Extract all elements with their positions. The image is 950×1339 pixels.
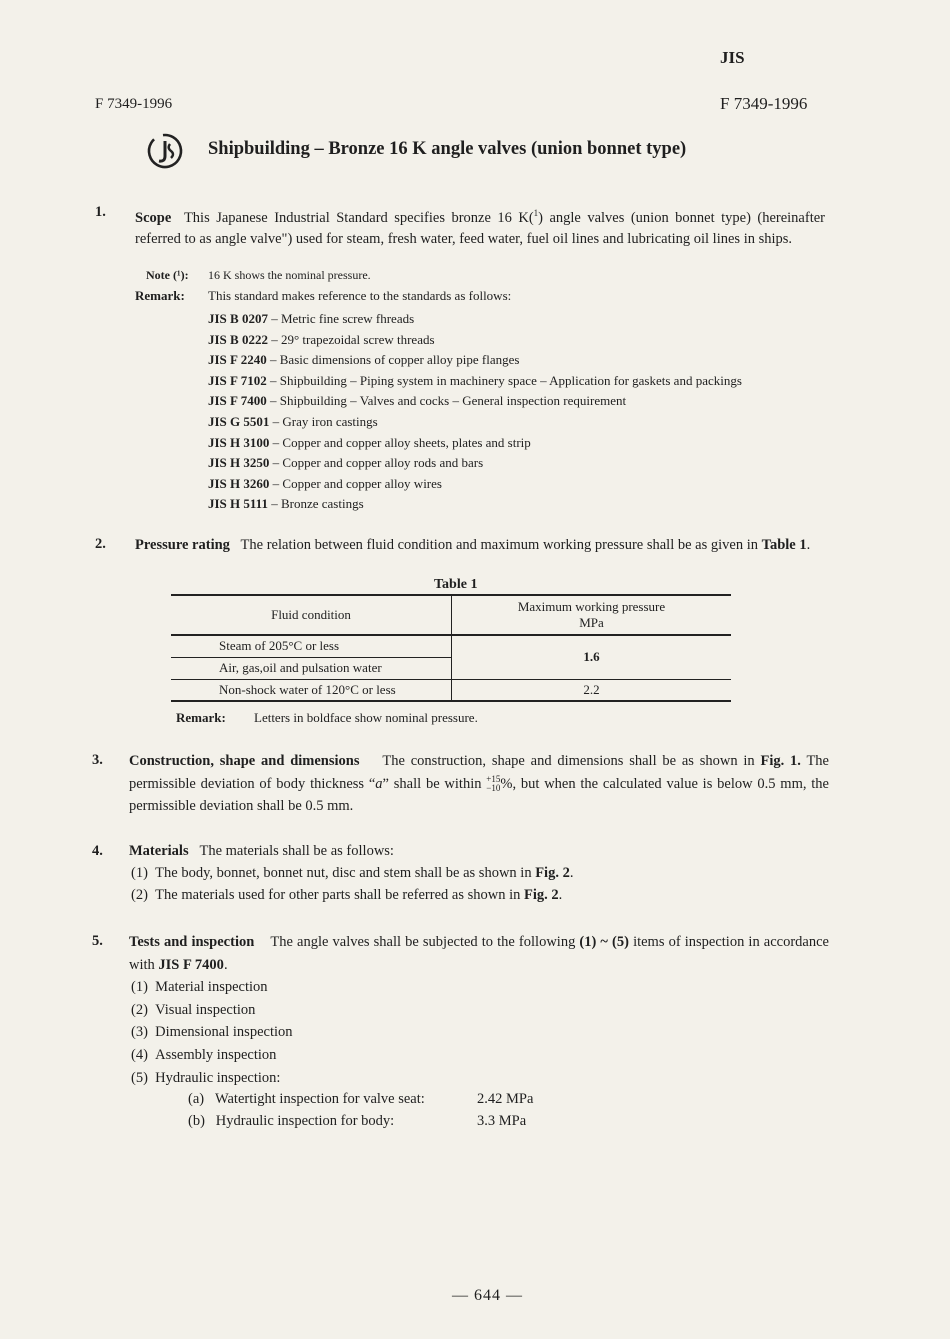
list-item: JIS H 3260 – Copper and copper alloy wires	[208, 475, 442, 491]
construction-paragraph: Construction, shape and dimensions The construction, shape and dimensions shall be as shown in Fig. 1. The permissible deviation of body thickness “a” shall be within +15 −10%, but when the calculated value is below 0.5 mm, the permissible deviation shall be 0.5 mm.	[129, 753, 829, 814]
table-row: Non-shock water of 120°C or less 2.2	[171, 679, 731, 701]
remark-text: This standard makes reference to the standards as follows:	[208, 288, 512, 303]
table-remark-label: Remark:	[176, 710, 226, 725]
list-item: (2) Visual inspection	[131, 1001, 256, 1018]
jis-logo-icon	[146, 132, 184, 170]
scope-paragraph	[135, 203, 825, 250]
table-row: Air, gas,oil and pulsation water	[171, 657, 731, 679]
section-5-number: 5.	[92, 933, 103, 949]
reference-list	[208, 309, 742, 515]
scope-text-b: ) angle valves (union bonnet type) (hereinafter referred to as angle valve") used for steam, fresh water, feed water, fuel oil lines and lubricating oil lines in ships.	[135, 209, 825, 247]
table-title: Table 1	[434, 577, 478, 592]
pressure-paragraph: Pressure rating The relation between fluid condition and maximum working pressure shall be as given in Table 1.	[135, 537, 811, 553]
pressure-table	[171, 594, 731, 702]
section-2-number: 2.	[95, 536, 106, 552]
remark-label: Remark:	[135, 288, 185, 303]
tests-paragraph: Tests and inspection The angle valves shall be subjected to the following (1) ~ (5) items of inspection in accordance with JIS F 7400.	[129, 934, 829, 973]
list-item: (4) Assembly inspection	[131, 1047, 277, 1064]
note-label: Note (¹):	[146, 268, 189, 282]
list-item: (5) Hydraulic inspection:	[131, 1069, 281, 1086]
sub-item-b: (b) Hydraulic inspection for body:	[188, 1113, 395, 1129]
section-3-number: 3.	[92, 752, 103, 768]
right-code: F 7349-1996	[720, 94, 808, 113]
list-item: JIS H 3100 – Copper and copper alloy sheets, plates and strip	[208, 434, 531, 450]
table-remark-text: Letters in boldface show nominal pressure.	[254, 710, 478, 725]
list-item: JIS B 0207 – Metric fine screw fhreads	[208, 311, 415, 326]
list-item: (2) The materials used for other parts shall be referred as shown in Fig. 2.	[131, 887, 563, 903]
table-row: Steam of 205°C or less 1.6	[171, 635, 731, 657]
sub-item-a-value: 2.42 MPa	[477, 1091, 534, 1107]
sub-item-a: (a) Watertight inspection for valve seat:	[188, 1091, 425, 1107]
list-item: JIS H 5111 – Bronze castings	[208, 496, 364, 512]
list-item: JIS H 3250 – Copper and copper alloy rods and bars	[208, 455, 484, 471]
scope-text-a: This Japanese Industrial Standard specifies bronze 16 K(	[183, 209, 534, 226]
list-item: JIS B 0222 – 29° trapezoidal screw threads	[208, 331, 435, 347]
list-item: JIS F 7400 – Shipbuilding – Valves and cocks – General inspection requirement	[208, 393, 627, 409]
materials-intro: Materials The materials shall be as follows:	[129, 843, 394, 859]
page-title: Shipbuilding – Bronze 16 K angle valves (union bonnet type)	[208, 139, 687, 159]
section-1-number: 1.	[95, 204, 106, 220]
list-item: (1) The body, bonnet, bonnet nut, disc and stem shall be as shown in Fig. 2.	[131, 865, 574, 881]
list-item: JIS G 5501 – Gray iron castings	[208, 413, 378, 429]
tests-list	[131, 976, 293, 1090]
list-item: (1) Material inspection	[131, 979, 268, 995]
section-4-number: 4.	[92, 843, 103, 859]
note-text: 16 K shows the nominal pressure.	[208, 268, 371, 282]
list-item: (3) Dimensional inspection	[131, 1024, 293, 1041]
table-header: Fluid condition	[171, 595, 452, 635]
footnote-mark: 1	[533, 208, 539, 218]
list-item: JIS F 7102 – Shipbuilding – Piping system in machinery space – Application for gaskets and packings	[208, 372, 742, 388]
table-header: Maximum working pressure MPa	[517, 599, 666, 630]
tolerance: +15 −10	[486, 774, 501, 794]
pressure-heading: Pressure rating	[135, 537, 230, 553]
sub-item-b-value: 3.3 MPa	[477, 1113, 527, 1129]
jis-mark: JIS	[720, 48, 745, 67]
page-number: — 644 —	[452, 1287, 523, 1304]
scope-heading: Scope	[135, 209, 172, 226]
list-item: JIS F 2240 – Basic dimensions of copper alloy pipe flanges	[208, 352, 520, 368]
left-code: F 7349-1996	[95, 96, 173, 112]
